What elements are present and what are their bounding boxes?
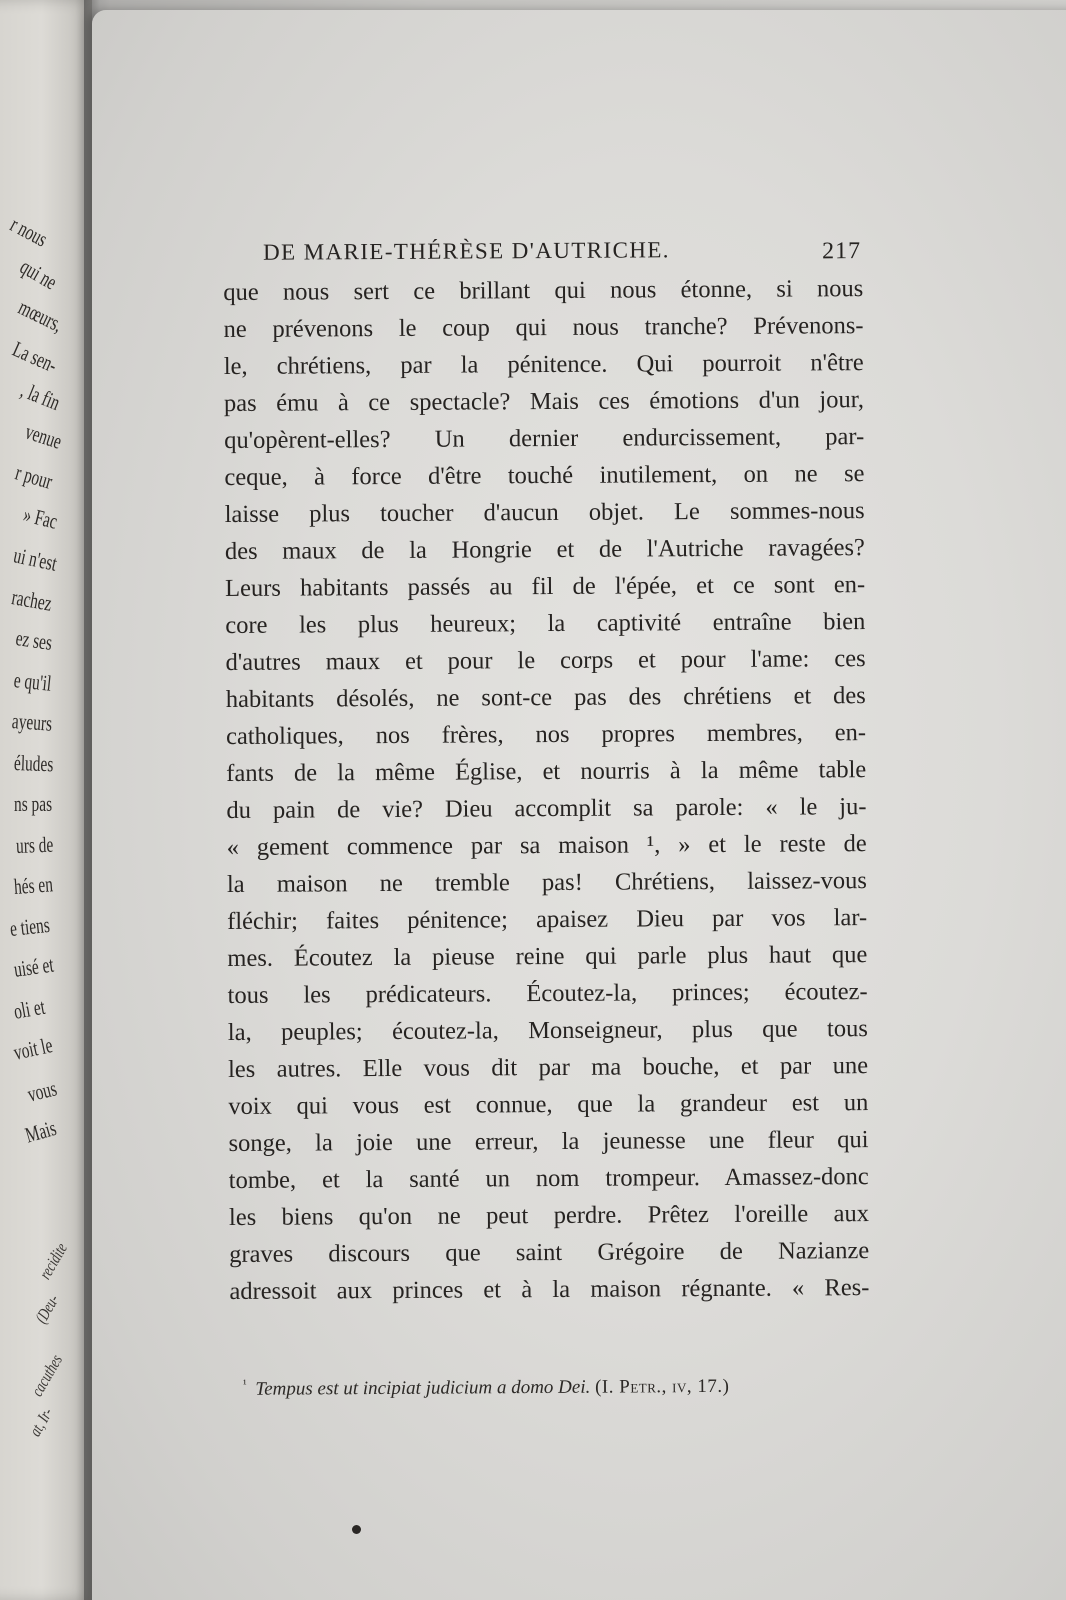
left-page-fragment: hés en [13, 871, 54, 899]
left-page-fragment: , la fin [17, 376, 64, 416]
left-page-fragment: r nous [6, 211, 52, 252]
text-line: adressoit aux princes et à la maison régnante. « Res- [229, 1274, 870, 1305]
footnote-reference: (I. Petr., iv, 17.) [595, 1375, 730, 1398]
text-line: pas ému à ce spectacle? Mais ces émotions d'un jour, [223, 386, 865, 417]
text-line: les autres. Elle vous dit par ma bouche, et par une [227, 1052, 869, 1083]
text-line: Leurs habitants passés au fil de l'épée, et ce sont en- [225, 571, 866, 602]
left-page-fragment: rachez [9, 583, 54, 616]
text-line: graves discours que saint Grégoire de Nazianze [229, 1237, 870, 1268]
running-head [223, 236, 863, 274]
text-line: qu'opèrent-elles? Un dernier endurcissement, par- [224, 423, 865, 454]
text-line: habitants désolés, ne sont-ce pas des chrétiens et des [225, 682, 866, 713]
text-line: « gement commence par sa maison ¹, » et le reste de [226, 830, 867, 861]
running-title: DE MARIE-THÉRÈSE D'AUTRICHE. [262, 237, 670, 265]
footnote [243, 1374, 730, 1401]
left-page-fragment: ayeurs [11, 708, 54, 736]
left-facing-page [0, 0, 92, 1600]
text-line: catholiques, nos frères, nos propres membres, en- [225, 719, 867, 750]
left-page-fragment: r pour [12, 459, 56, 494]
text-line: la maison ne tremble pas! Chrétiens, laissez-vous [226, 867, 868, 898]
left-page-footnote-fragment: recidite [35, 1239, 72, 1283]
text-line: laisse plus toucher d'aucun objet. Le sommes-nous [224, 497, 865, 528]
left-page-fragment: éludes [13, 749, 54, 776]
left-page-fragment: Mais [22, 1115, 59, 1148]
left-page-fragment: mœurs, [14, 294, 67, 337]
left-page-fragment: voit le [11, 1032, 55, 1065]
text-line: la, peuples; écoutez-la, Monseigneur, plus que tous [227, 1015, 868, 1046]
text-line: que nous sert ce brillant qui nous étonne, si nous [223, 275, 864, 306]
text-line: fléchir; faites pénitence; apaisez Dieu par vos lar- [227, 904, 868, 935]
left-page-fragment: ui n'est [11, 542, 60, 576]
page-number: 217 [822, 238, 862, 265]
footnote-text: Tempus est ut incipiat judicium a domo Dei. [255, 1376, 591, 1400]
text-line: fants de la même Église, et nourris à la même table [226, 756, 867, 787]
text-line: voix qui vous est connue, que la grandeur est un [228, 1089, 869, 1120]
text-line: des maux de la Hongrie et de l'Autriche ravagées? [224, 534, 865, 565]
text-line: les biens qu'on ne peut perdre. Prêtez l'oreille aux [228, 1200, 870, 1231]
left-page-footnote-fragment: at, Ir- [25, 1404, 57, 1440]
footnote-mark: ¹ [242, 1376, 247, 1391]
text-line: ne prévenons le coup qui nous tranche? Prévenons- [223, 312, 864, 343]
body-text [223, 270, 869, 1310]
text-line: songe, la joie une erreur, la jeunesse une fleur qui [228, 1126, 869, 1157]
left-page-fragment: ez ses [14, 625, 54, 655]
text-line: core les plus heureux; la captivité entraîne bien [225, 608, 866, 639]
left-page-fragment: oli et [11, 993, 47, 1024]
printer-dot [352, 1525, 361, 1534]
left-page-fragment: La sen- [9, 335, 62, 378]
left-page-fragment: e qu'il [12, 666, 53, 696]
text-line: mes. Écoutez la pieuse reine qui parle plus haut que [227, 941, 868, 972]
text-line: du pain de vie? Dieu accomplit sa parole: « le ju- [226, 793, 867, 824]
text-line: le, chrétiens, par la pénitence. Qui pourroit n'être [223, 349, 864, 380]
left-page-fragment: urs de [15, 831, 54, 858]
left-page-footnote-fragment: cacuthes [27, 1351, 67, 1400]
left-page-fragment: » Fac [21, 500, 60, 534]
left-page-fragment: e tiens [8, 911, 51, 941]
text-line: ceque, à force d'être touché inutilement, on ne se [224, 460, 865, 491]
left-page-footnote-fragment: (Deu- [31, 1291, 63, 1327]
text-line: tous les prédicateurs. Écoutez-la, princes; écoutez- [227, 978, 868, 1009]
left-page-fragment: vous [24, 1074, 60, 1107]
text-line: d'autres maux et pour le corps et pour l'ame: ces [225, 645, 866, 676]
text-line: tombe, et la santé un nom trompeur. Amassez-donc [228, 1163, 869, 1194]
page-text-block [223, 236, 870, 1310]
left-page-fragment: ns pas [14, 791, 53, 816]
left-page-fragment: venue [22, 418, 65, 454]
left-page-fragment: uisé et [12, 951, 56, 982]
left-page-fragment: qui ne [16, 253, 62, 294]
